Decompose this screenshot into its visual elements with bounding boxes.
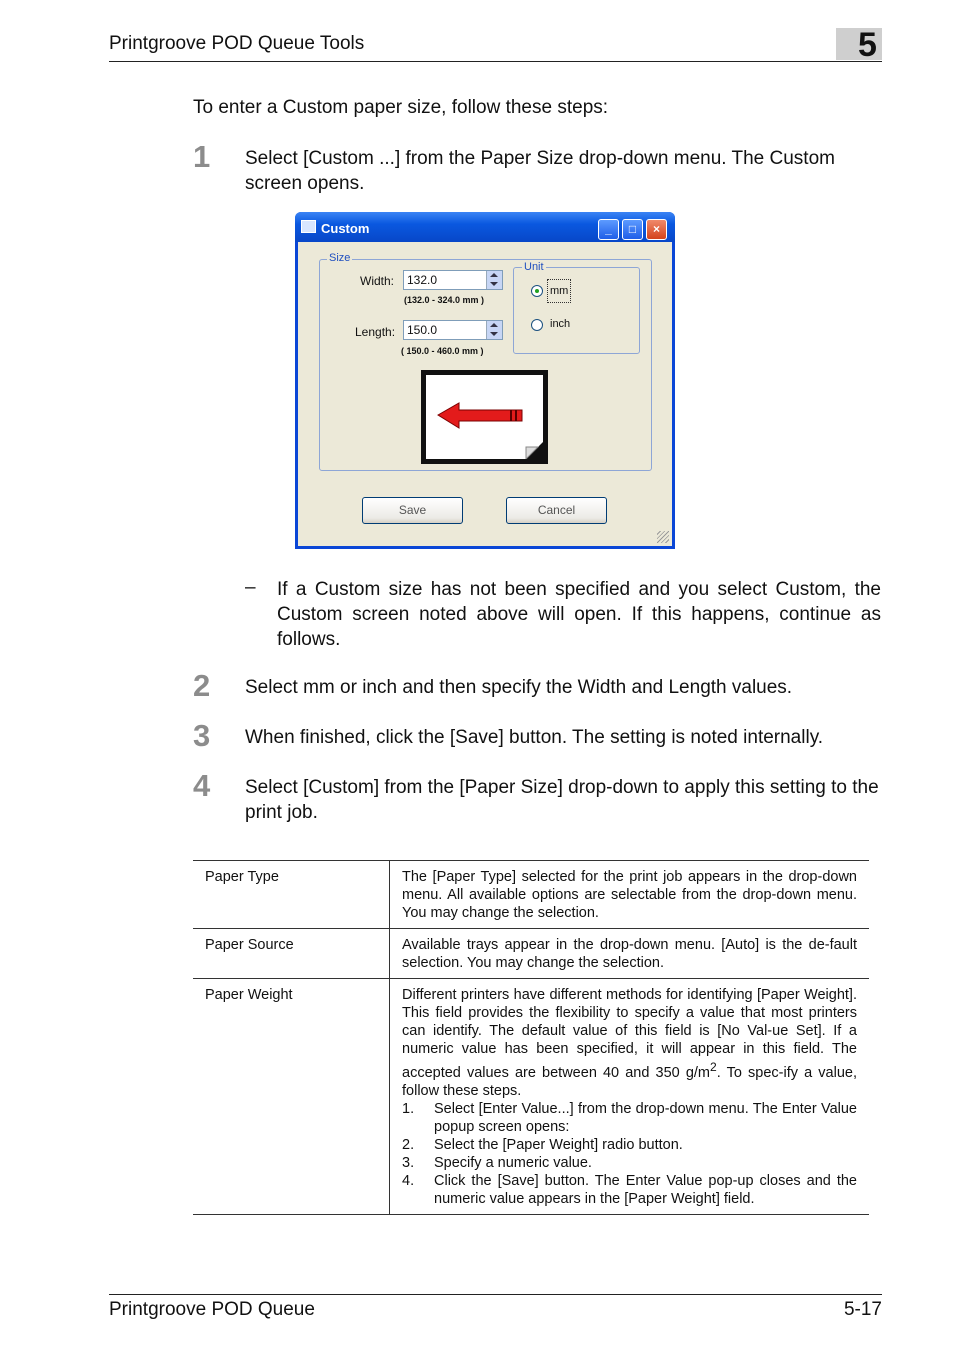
paper-sheet bbox=[426, 375, 543, 459]
length-label: Length: bbox=[355, 325, 396, 339]
unit-group-legend: Unit bbox=[524, 261, 544, 273]
width-value: 132.0 bbox=[407, 273, 438, 287]
spin-down-icon bbox=[490, 282, 498, 286]
chapter-number: 5 bbox=[858, 26, 877, 64]
radio-inch[interactable] bbox=[531, 319, 543, 331]
step-text: When finished, click the [Save] button. The setting is noted internally. bbox=[245, 727, 824, 748]
table-row bbox=[193, 929, 869, 979]
page-header-title: Printgroove POD Queue Tools bbox=[109, 33, 365, 54]
minimize-button[interactable]: _ bbox=[598, 219, 619, 240]
length-input[interactable] bbox=[403, 320, 503, 340]
width-label: Width: bbox=[360, 274, 395, 288]
length-spinner[interactable] bbox=[486, 321, 502, 339]
row-label: Paper Source bbox=[193, 929, 390, 979]
feed-direction-arrow-icon bbox=[426, 375, 543, 459]
step-number: 1 bbox=[193, 139, 211, 174]
substep-number: 1. bbox=[402, 1100, 415, 1117]
row-description: The [Paper Type] selected for the print job appears in the drop-down menu. All available options are selectable from the drop-down menu. You may change the selection. bbox=[402, 869, 857, 921]
step-text: Select [Custom] from the [Paper Size] drop-down to apply this setting to the print job. bbox=[245, 777, 879, 823]
close-button[interactable]: × bbox=[646, 219, 667, 240]
footer-title: Printgroove POD Queue bbox=[109, 1299, 315, 1320]
width-input[interactable] bbox=[403, 270, 503, 290]
step-number: 2 bbox=[193, 668, 211, 703]
radio-inch-label: inch bbox=[550, 318, 571, 330]
length-value: 150.0 bbox=[407, 323, 438, 337]
dialog-client-area bbox=[298, 242, 672, 546]
substep-text: Click the [Save] button. The Enter Value pop-up closes and the numeric value appears in the [Paper Weight] field. bbox=[434, 1172, 857, 1207]
substep-number: 3. bbox=[402, 1154, 415, 1171]
table-row bbox=[193, 979, 869, 1215]
maximize-button[interactable]: □ bbox=[622, 219, 643, 240]
radio-selected-dot bbox=[535, 289, 539, 293]
dialog-title: Custom bbox=[321, 221, 370, 236]
substep-text: Select the [Paper Weight] radio button. bbox=[434, 1136, 683, 1153]
note-text: If a Custom size has not been specified and you select Custom, the Custom screen noted above will open. If this happens, continue as follows. bbox=[277, 579, 881, 650]
settings-table bbox=[193, 860, 869, 1215]
table-row bbox=[193, 861, 869, 929]
row-label: Paper Type bbox=[193, 861, 390, 929]
app-icon bbox=[301, 220, 316, 233]
custom-dialog bbox=[295, 212, 675, 549]
radio-mm-label: mm bbox=[550, 285, 569, 297]
width-range: (132.0 - 324.0 mm ) bbox=[404, 295, 485, 305]
substep-text: Specify a numeric value. bbox=[434, 1154, 592, 1171]
step-text: Select [Custom ...] from the Paper Size drop-down menu. The Custom screen opens. bbox=[245, 148, 835, 194]
spin-down-icon bbox=[490, 332, 498, 336]
radio-mm[interactable] bbox=[531, 285, 543, 297]
substep bbox=[402, 1172, 857, 1208]
intro-text: To enter a Custom paper size, follow these steps: bbox=[193, 97, 609, 118]
row-label: Paper Weight bbox=[193, 979, 390, 1215]
save-button[interactable]: Save bbox=[362, 497, 463, 524]
step-text: Select mm or inch and then specify the Width and Length values. bbox=[245, 677, 793, 698]
row-description bbox=[390, 979, 870, 1215]
header-rule bbox=[109, 61, 882, 62]
page-number: 5-17 bbox=[843, 1299, 882, 1320]
length-range: ( 150.0 - 460.0 mm ) bbox=[401, 346, 484, 356]
step-number: 3 bbox=[193, 718, 211, 753]
unit-group bbox=[513, 267, 640, 354]
paper-preview bbox=[421, 370, 548, 464]
spin-up-icon bbox=[490, 323, 498, 327]
substep bbox=[402, 1154, 857, 1172]
substep-text: Select [Enter Value...] from the drop-down menu. The Enter Value popup screen opens: bbox=[434, 1100, 857, 1135]
note-dash: – bbox=[245, 577, 256, 598]
width-spinner[interactable] bbox=[486, 271, 502, 289]
weight-description-end: . To spec-ify a value, follow these steps. bbox=[402, 1064, 857, 1099]
substep-number: 2. bbox=[402, 1136, 415, 1153]
cancel-button[interactable]: Cancel bbox=[506, 497, 607, 524]
substep bbox=[402, 1100, 857, 1136]
spin-up-icon bbox=[490, 273, 498, 277]
row-description: Available trays appear in the drop-down menu. [Auto] is the de-fault selection. You may change the selection. bbox=[402, 937, 857, 971]
dialog-titlebar bbox=[295, 212, 675, 242]
footer-rule bbox=[109, 1294, 882, 1295]
substep-number: 4. bbox=[402, 1172, 415, 1189]
step-number: 4 bbox=[193, 768, 211, 803]
weight-description: Different printers have different methods for identifying [Paper Weight]. This field provides the flexibility to specify a value that most printers can identify. The default value of this field is [No Val-ue Set]. If a numeric value has been specified, it will appear in this field. The accepted values are between 40 and 350 g/m bbox=[402, 987, 857, 1081]
substep bbox=[402, 1136, 857, 1154]
resize-grip-icon[interactable] bbox=[657, 531, 669, 543]
superscript: 2 bbox=[710, 1060, 717, 1074]
size-group-legend: Size bbox=[329, 252, 351, 264]
